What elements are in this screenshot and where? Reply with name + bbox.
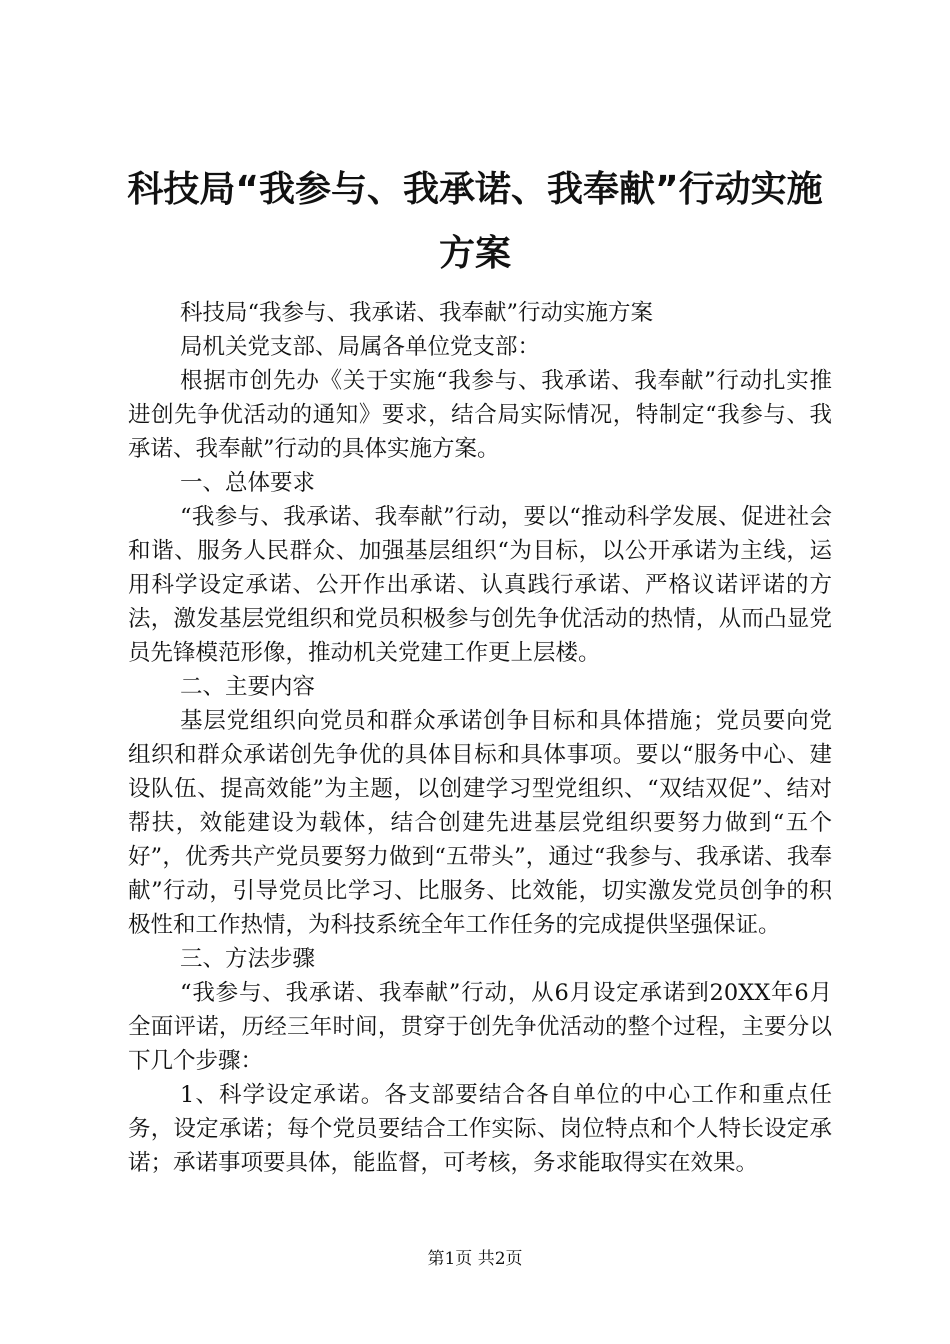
paragraph-salutation: 局机关党支部、局属各单位党支部：	[180, 334, 541, 360]
paragraph-steps: “我参与、我承诺、我奉献”行动，从6月设定承诺到20XX年6月全面评诺，历经三年时间，贯穿于创先争优活动的整个过程，主要分以下几个步骤：	[128, 980, 832, 1074]
paragraph-step-1: 1、科学设定承诺。各支部要结合各自单位的中心工作和重点任务，设定承诺；每个党员要结合工作实际、岗位特点和个人特长设定承诺；承诺事项要具体，能监督，可考核，务求能取得实在效果。	[128, 1082, 832, 1176]
paragraph-intro: 根据市创先办《关于实施“我参与、我承诺、我奉献”行动扎实推进创先争优活动的通知》要求，结合局实际情况，特制定“我参与、我承诺、我奉献”行动的具体实施方案。	[128, 368, 832, 462]
section-heading-content: 二、主要内容	[180, 674, 316, 700]
paragraph-general: “我参与、我承诺、我奉献”行动，要以“推动科学发展、促进社会和谐、服务人民群众、加强基层组织“为目标，以公开承诺为主线，运用科学设定承诺、公开作出承诺、认真践行承诺、严格议诺评诺的方法，激发基层党组织和党员积极参与创先争优活动的热情，从而凸显党员先锋模范形像，推动机关党建工作更上层楼。	[128, 504, 832, 666]
document-title: 科技局“我参与、我承诺、我奉献”行动实施方案	[127, 169, 823, 274]
section-heading-general: 一、总体要求	[180, 470, 316, 496]
paragraph-subtitle: 科技局“我参与、我承诺、我奉献”行动实施方案	[180, 300, 654, 326]
section-heading-steps: 三、方法步骤	[180, 946, 316, 972]
paragraph-content: 基层党组织向党员和群众承诺创争目标和具体措施；党员要向党组织和群众承诺创先争优的具体目标和具体事项。要以“服务中心、建设队伍、提高效能”为主题，以创建学习型党组织、“双结双促”、结对帮扶，效能建设为载体，结合创建先进基层党组织要努力做到“五个好”，优秀共产党员要努力做到“五带头”，通过“我参与、我承诺、我奉献”行动，引导党员比学习、比服务、比效能，切实激发党员创争的积极性和工作热情，为科技系统全年工作任务的完成提供坚强保证。	[128, 708, 832, 938]
document-body	[128, 296, 832, 1180]
page-footer: 第1页 共2页	[427, 1249, 523, 1269]
